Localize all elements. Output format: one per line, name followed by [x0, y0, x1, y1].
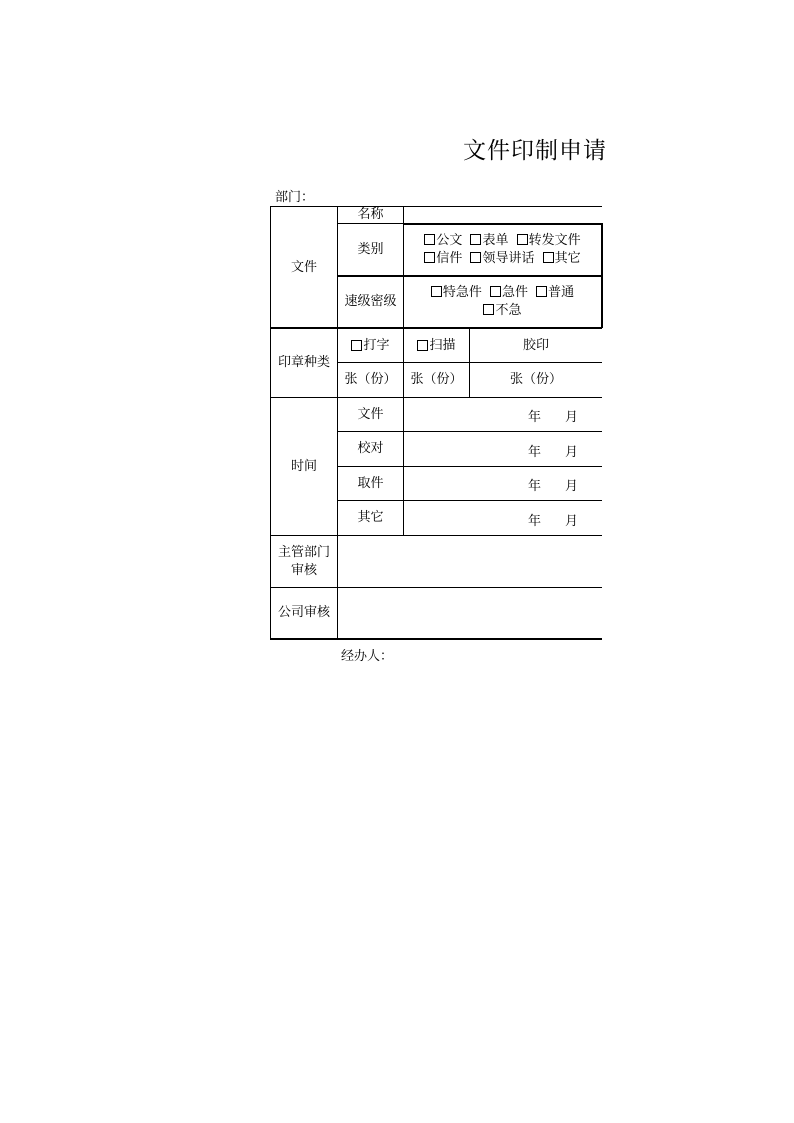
urgency-option[interactable]: 特急件 [431, 285, 482, 300]
time-row-label: 校对 [357, 441, 384, 456]
checkbox-icon [470, 252, 481, 263]
dept-review-label: 主管部门 审核 [277, 544, 330, 578]
year-label: 年 [528, 445, 542, 460]
month-label: 月 [565, 514, 579, 529]
category-option[interactable]: 其它 [543, 251, 581, 266]
year-label: 年 [528, 410, 542, 425]
category-option[interactable]: 转发文件 [517, 233, 581, 248]
time-section-label: 时间 [290, 458, 317, 474]
month-label: 月 [565, 410, 579, 425]
checkbox-icon [483, 304, 494, 315]
unit-label: 张（份） [410, 372, 463, 387]
checkbox-icon [431, 286, 442, 297]
year-label: 年 [528, 514, 542, 529]
category-option[interactable]: 公文 [424, 233, 462, 248]
category-option[interactable]: 表单 [470, 233, 508, 248]
dept-review-field[interactable] [338, 536, 602, 587]
name-label: 名称 [357, 207, 384, 222]
checkbox-icon [490, 286, 501, 297]
checkbox-icon [417, 340, 428, 351]
checkbox-icon [424, 252, 435, 263]
category-label: 类别 [357, 242, 384, 257]
time-row-label: 其它 [357, 510, 384, 525]
time-row-label: 取件 [357, 475, 384, 491]
checkbox-icon [536, 286, 547, 297]
company-review-label: 公司审核 [277, 605, 330, 620]
checkbox-icon [424, 234, 435, 245]
checkbox-icon [543, 252, 554, 263]
category-option[interactable]: 信件 [424, 251, 462, 266]
company-review-field[interactable] [338, 588, 602, 638]
unit-label: 张（份） [509, 372, 562, 387]
category-options [404, 225, 601, 275]
name-field[interactable] [404, 207, 602, 223]
print-type-option[interactable]: 扫描 [404, 329, 469, 362]
urgency-option[interactable]: 不急 [483, 303, 521, 318]
checkbox-icon [517, 234, 528, 245]
handler-label: 经办人： [341, 649, 394, 664]
month-label: 月 [565, 479, 579, 494]
month-label: 月 [565, 445, 579, 460]
category-option[interactable]: 领导讲话 [470, 251, 534, 266]
urgency-label: 速级密级 [344, 294, 397, 309]
print-type-option[interactable]: 打字 [338, 329, 403, 362]
page-title: 文件印制申请 [463, 138, 607, 164]
file-section-label: 文件 [290, 259, 317, 275]
urgency-options [404, 277, 601, 327]
glue-print-label: 胶印 [522, 337, 549, 353]
unit-label: 张（份） [344, 372, 397, 387]
checkbox-icon [470, 234, 481, 245]
print-type-label: 印章种类 [277, 355, 330, 370]
year-label: 年 [528, 479, 542, 494]
department-label: 部门： [275, 190, 315, 205]
urgency-option[interactable]: 普通 [536, 285, 574, 300]
urgency-option[interactable]: 急件 [490, 285, 528, 300]
time-row-label: 文件 [357, 406, 384, 422]
checkbox-icon [351, 340, 362, 351]
